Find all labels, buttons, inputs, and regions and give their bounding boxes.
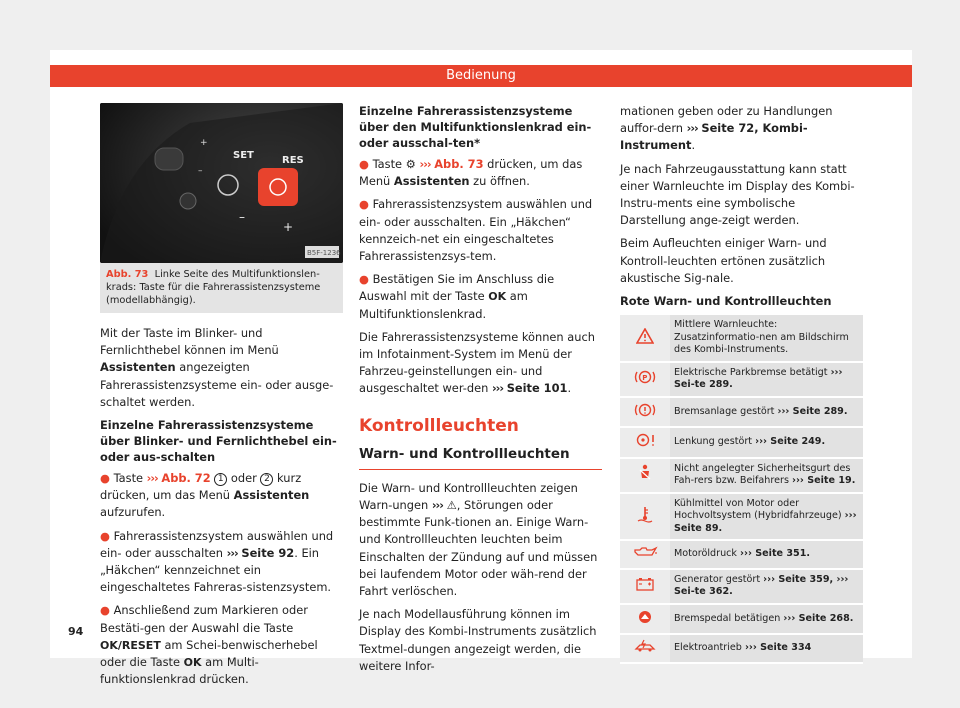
mute-minus: – bbox=[198, 166, 203, 176]
text: . bbox=[567, 381, 572, 396]
display-paragraph: Je nach Modellausführung können im Display des Kombi-Instruments zusätzlich Textmel-dungen angezeigt werden, die weitere Infor- bbox=[359, 607, 597, 673]
column-2 bbox=[359, 103, 602, 681]
page-link[interactable]: ››› Seite 289. bbox=[777, 405, 848, 417]
table-row bbox=[620, 397, 863, 428]
table-row bbox=[620, 315, 863, 362]
menu-name: Assistenten bbox=[393, 174, 470, 189]
brake-system-icon bbox=[634, 402, 656, 418]
ok-key-icon: OK bbox=[183, 656, 202, 670]
assist-key-icon: ⚙ bbox=[405, 157, 416, 171]
steering-wheel-figure bbox=[100, 103, 343, 263]
text: Anschließend zum Markieren oder Bestäti-gen der Auswahl die Taste bbox=[100, 603, 308, 635]
set-label: SET bbox=[233, 150, 254, 161]
row-text: Mittlere Warnleuchte: Zusatzinformatio-nen am Bildschirm des Kombi-Instruments. bbox=[674, 319, 849, 356]
coolant-icon bbox=[636, 505, 654, 523]
page-link[interactable]: ››› Seite 334 bbox=[744, 642, 812, 654]
bullet-icon: ● bbox=[100, 603, 110, 618]
text: drücken, um das Menü bbox=[359, 157, 583, 189]
text: oder bbox=[227, 471, 261, 486]
row-text: Bremspedal betätigen bbox=[674, 612, 784, 624]
text: Taste bbox=[372, 157, 406, 171]
page-link[interactable]: Seite 101 bbox=[506, 381, 568, 396]
text: am Schei-benwischerhebel oder die Taste bbox=[100, 637, 318, 670]
infotainment-paragraph bbox=[359, 329, 602, 398]
text: . Ein „Häkchen“ kennzeichnet ein eingeschaltetes Fahreras-sistenzsystem. bbox=[100, 545, 332, 595]
ref-arrow: ››› bbox=[491, 381, 504, 396]
text: Fahrerassistenzsystem auswählen und ein- oder ausschalten. Ein „Häkchen“ kennzeich-net ein eingeschaltetes Fahrerassistenzsys-tem. bbox=[359, 197, 593, 264]
bullet-icon: ● bbox=[359, 157, 369, 171]
text: mationen geben oder zu Handlungen auffor-dern bbox=[620, 104, 833, 136]
svg-text:P: P bbox=[642, 373, 648, 382]
mute-plus: + bbox=[200, 138, 208, 148]
parking-brake-icon bbox=[634, 369, 656, 385]
electric-drive-icon bbox=[634, 639, 656, 653]
figure-link[interactable]: Abb. 72 bbox=[161, 471, 211, 486]
table-heading: Rote Warn- und Kontrollleuchten bbox=[620, 294, 832, 309]
text: Taste bbox=[113, 471, 147, 486]
bullet-1 bbox=[100, 470, 343, 522]
text: , Störungen oder bestimmte Funk-tionen an. Einige Warn- und Kontrollleuchten leuchten beim Einschalten der Zündung auf und müssen bei laufendem Motor oder wäh-rend der Fahrt verlöschen. bbox=[359, 498, 598, 599]
brake-pedal-icon bbox=[634, 609, 656, 625]
plus-label: + bbox=[283, 220, 294, 234]
lights-intro bbox=[359, 480, 602, 600]
assist-button-highlight bbox=[258, 168, 298, 206]
page-link[interactable]: ››› Seite 89. bbox=[674, 510, 857, 534]
heading-lever: Einzelne Fahrerassistenzsysteme über Blinker- und Fernlichthebel ein- oder aus-schalten bbox=[100, 418, 337, 465]
intro-paragraph bbox=[100, 325, 343, 411]
warning-lights-table bbox=[620, 315, 863, 664]
text: Bestätigen Sie im Anschluss die Auswahl mit der Taste bbox=[359, 272, 555, 304]
bullet-icon: ● bbox=[359, 272, 369, 287]
table-row bbox=[620, 569, 863, 604]
row-text: Kühlmittel von Motor oder Hochvoltsystem (Hybridfahrzeuge) bbox=[674, 497, 845, 522]
bullet-1 bbox=[359, 156, 602, 190]
bullet-2 bbox=[100, 528, 343, 597]
row-text: Nicht angelegter Sicherheitsgurt des Fah-rers bzw. Beifahrers bbox=[674, 462, 851, 487]
steering-fault-icon bbox=[633, 432, 657, 448]
text: am Multi-funktionslenkrad drücken. bbox=[100, 655, 259, 687]
table-row bbox=[620, 540, 863, 569]
heading-wheel: Einzelne Fahrerassistenzsysteme über den Multifunktionslenkrad ein- oder ausschal-ten* bbox=[359, 104, 592, 150]
ok-reset-key-icon: OK/RESET bbox=[100, 638, 161, 652]
row-text: Bremsanlage gestört bbox=[674, 405, 778, 417]
minus-label: – bbox=[239, 210, 245, 224]
bullet-icon: ● bbox=[100, 528, 110, 543]
page-link[interactable]: ››› Seite 351. bbox=[740, 548, 811, 560]
subsection-title: Warn- und Kontrollleuchten bbox=[359, 446, 602, 470]
ref-arrow: ››› bbox=[146, 471, 158, 486]
row-text: Generator gestört bbox=[674, 573, 764, 585]
table-row bbox=[620, 427, 863, 458]
page-header: Bedienung bbox=[50, 65, 912, 87]
table-row bbox=[620, 634, 863, 663]
caption-label: Abb. 73 bbox=[106, 269, 149, 280]
text: am Multifunktionslenkrad. bbox=[359, 289, 528, 321]
text: kurz drücken, um das Menü bbox=[100, 471, 302, 503]
bullet-3 bbox=[359, 271, 602, 323]
ok-key-icon: OK bbox=[488, 290, 507, 304]
column-3 bbox=[620, 103, 863, 664]
row-text: Elektroantrieb bbox=[674, 642, 745, 654]
continued-paragraph bbox=[620, 103, 863, 155]
text: Fahrerassistenzsystem auswählen und ein- oder ausschalten bbox=[100, 528, 334, 560]
row-text: Lenkung gestört bbox=[674, 436, 756, 448]
table-row bbox=[620, 458, 863, 493]
text: Die Warn- und Kontrollleuchten zeigen Warn-ungen bbox=[359, 480, 578, 513]
row-text: Motoröldruck bbox=[674, 548, 741, 560]
page-link[interactable]: ››› Sei-te 289. bbox=[674, 366, 843, 391]
bullet-2 bbox=[359, 196, 602, 265]
steering-wheel-illustration bbox=[100, 103, 343, 263]
callout-1: 1 bbox=[214, 473, 227, 486]
callout-2: 2 bbox=[260, 473, 273, 486]
page-number: 94 bbox=[68, 625, 84, 638]
text: Die Fahrerassistenzsysteme können auch im Infotainment-System im Menü der Fahrzeu-geinstellungen ein- und ausgeschaltet wer-den bbox=[359, 329, 595, 396]
table-row bbox=[620, 362, 863, 397]
warning-triangle-icon bbox=[636, 328, 654, 344]
menu-name: Assistenten bbox=[233, 488, 310, 503]
ref-arrow: ››› bbox=[686, 121, 698, 136]
acoustic-paragraph: Beim Aufleuchten einiger Warn- und Kontroll-leuchten ertönen zusätzlich akustische Sig-nale. bbox=[620, 236, 827, 285]
figure-caption bbox=[100, 263, 343, 313]
menu-name: Assistenten bbox=[100, 360, 176, 375]
row-text: Elektrische Parkbremse betätigt bbox=[674, 366, 831, 378]
caption-text: Linke Seite des Multifunktionslen-krads: Taste für die Fahrerassistenzsysteme (modellabhängig). bbox=[106, 269, 321, 306]
battery-generator-icon bbox=[635, 577, 655, 591]
symbol-paragraph: Je nach Fahrzeugausstattung kann statt einer Warnleuchte im Display des Kombi-Instru-ments eine symbolische Darstellung ange-zeigt werden. bbox=[620, 161, 855, 228]
table-row bbox=[620, 493, 863, 541]
ref-arrow: ››› bbox=[226, 545, 238, 560]
bullet-icon: ● bbox=[359, 197, 369, 212]
page-link[interactable]: ››› Seite 359, ››› Sei-te 362. bbox=[674, 573, 849, 598]
text: Mit der Taste im Blinker- und Fernlichthebel können im Menü bbox=[100, 326, 279, 358]
figure-code: B5F-1236 bbox=[307, 249, 341, 257]
page-link[interactable]: ››› Seite 19. bbox=[792, 475, 856, 487]
oil-pressure-icon bbox=[632, 545, 658, 559]
section-title: Kontrollleuchten bbox=[359, 415, 519, 436]
ref-arrow: ››› bbox=[431, 498, 443, 513]
warning-triangle-icon: ⚠ bbox=[446, 498, 457, 513]
page-link[interactable]: Seite 72, Kombi-Instrument bbox=[620, 121, 808, 153]
figure-link[interactable]: Abb. 73 bbox=[434, 157, 484, 171]
seatbelt-icon bbox=[637, 464, 653, 482]
page-link[interactable]: ››› Seite 268. bbox=[783, 612, 854, 624]
bullet-3 bbox=[100, 602, 343, 688]
ref-arrow: ››› bbox=[419, 157, 431, 171]
res-label: RES bbox=[282, 155, 304, 166]
page-link[interactable]: Seite 92 bbox=[241, 545, 295, 560]
text: zu öffnen. bbox=[469, 174, 530, 189]
manual-page bbox=[50, 50, 912, 687]
text: angezeigten Fahrerassistenzsysteme ein- oder ausge-schaltet werden. bbox=[100, 360, 334, 409]
text: . bbox=[691, 138, 696, 153]
text: aufzurufen. bbox=[100, 505, 166, 520]
column-1 bbox=[100, 103, 343, 694]
bullet-icon: ● bbox=[100, 471, 110, 486]
page-link[interactable]: ››› Seite 249. bbox=[755, 436, 826, 448]
table-row bbox=[620, 604, 863, 635]
